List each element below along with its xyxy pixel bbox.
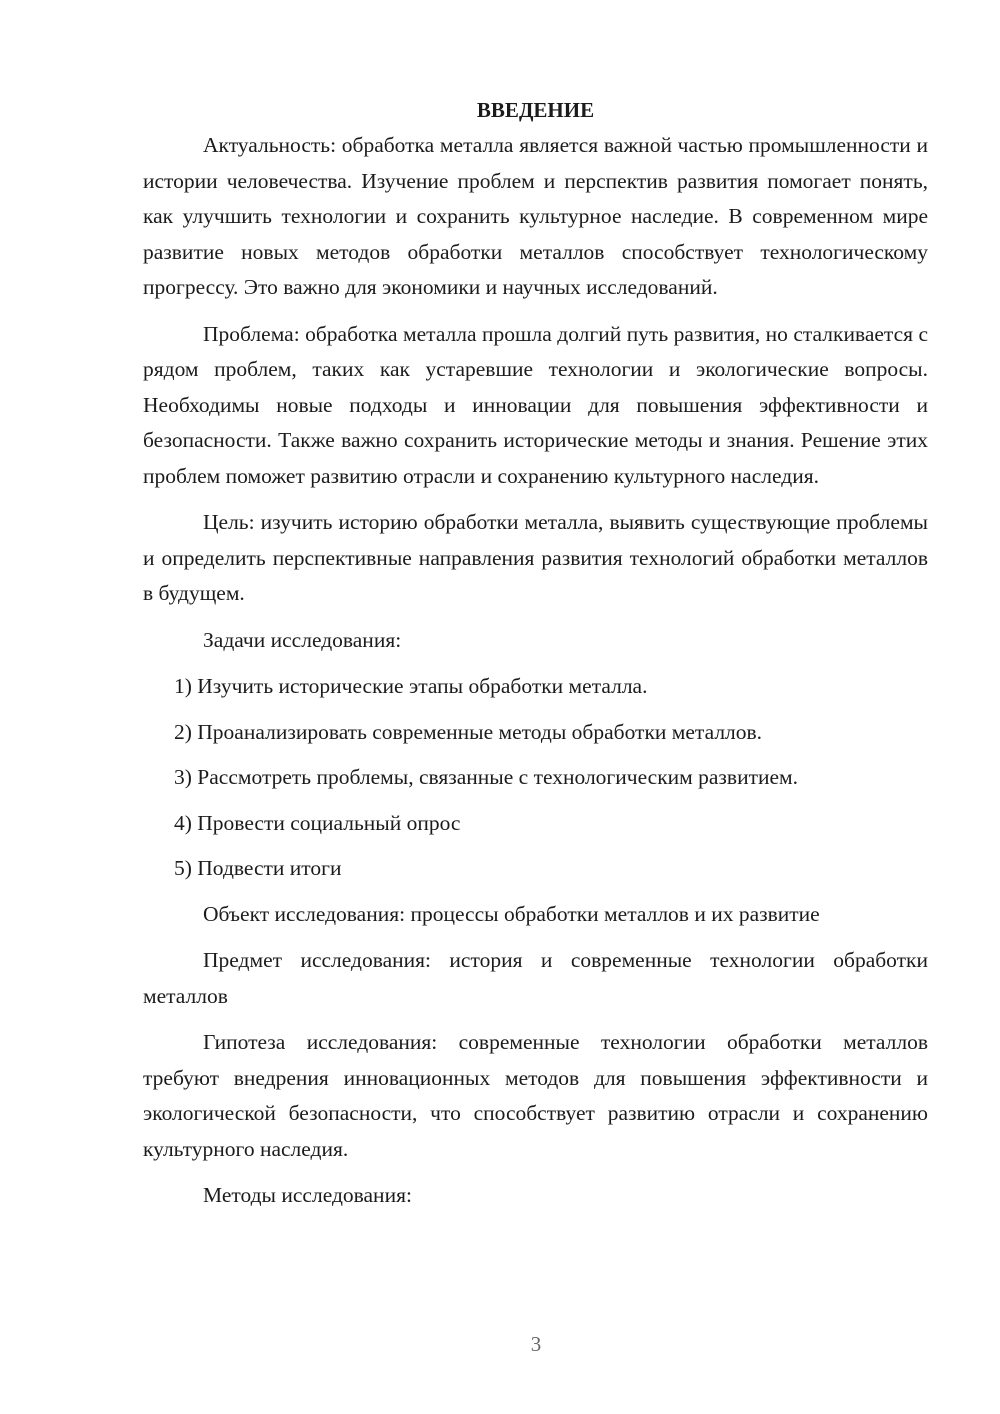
task-item: 4) Провести социальный опрос [174, 810, 461, 835]
task-item: 1) Изучить исторические этапы обработки металла. [174, 674, 648, 698]
goal-paragraph: Цель: изучить историю обработки металла, выявить существующие проблемы и определить перспективные направления развития технологий обработки металлов в будущем. [143, 510, 928, 605]
task-item: 3) Рассмотреть проблемы, связанные с технологическим развитием. [174, 765, 798, 789]
problem-paragraph: Проблема: обработка металла прошла долгий путь развития, но сталкивается с рядом проблем, таких как устаревшие технологии и экологические вопросы. Необходимы новые подходы и инновации для повышения эффективности и безопасности. Также важно сохранить исторические методы и знания. Решение этих проблем поможет развитию отрасли и сохранению культурного наследия. [143, 321, 928, 488]
section-title: ВВЕДЕНИЕ [476, 98, 595, 122]
hypothesis-paragraph: Гипотеза исследования: современные технологии обработки металлов требуют внедрения инновационных методов для повышения эффективности и экологической безопасности, что способствует развитию отрасли и сохранению культурного наследия. [143, 1030, 928, 1161]
page-number: 3 [530, 1332, 542, 1356]
tasks-heading: Задачи исследования: [203, 627, 402, 652]
task-item: 5) Подвести итоги [174, 856, 342, 880]
methods-heading: Методы исследования: [203, 1183, 412, 1207]
tasks-list [143, 669, 928, 887]
subject-paragraph: Предмет исследования: история и современные технологии обработки металлов [143, 948, 928, 1008]
relevance-paragraph: Актуальность: обработка металла является важной частью промышленности и истории человечества. Изучение проблем и перспектив развития помогает понять, как улучшить технологии и сохранить культурное наследие. В современном мире развитие новых методов обработки металлов способствует технологическому прогрессу. Это важно для экономики и научных исследований. [143, 133, 928, 299]
task-item: 2) Проанализировать современные методы обработки металлов. [174, 719, 763, 744]
object-paragraph: Объект исследования: процессы обработки металлов и их развитие [203, 901, 820, 926]
document-page [143, 92, 928, 1225]
